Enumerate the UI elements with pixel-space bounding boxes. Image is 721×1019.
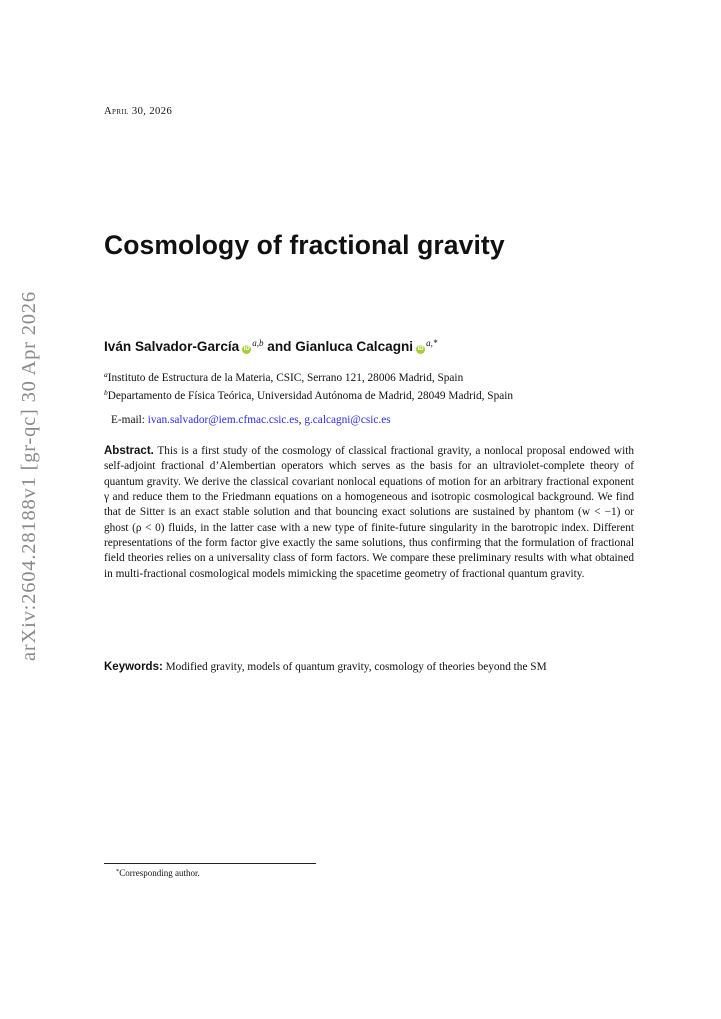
paper-title: Cosmology of fractional gravity <box>104 230 505 260</box>
affiliation-text: Departamento de Física Teórica, Universidad Autónoma de Madrid, 28049 Madrid, Spain <box>107 390 514 402</box>
affiliation <box>104 388 513 402</box>
email-link[interactable]: ivan.salvador@iem.cfmac.csic.es <box>147 414 299 426</box>
abstract-text: This is a first study of the cosmology of classical fractional gravity, a nonlocal proposal endowed with self-adjoint fractional d’Alembertian operators which serves as the basis for an ultraviolet-complete theory of quantum gravity. We derive the classical covariant nonlocal equations of motion for an arbitrary fractional exponent γ and reduce them to the Friedmann equations on a homogeneous and isotropic cosmological background. We find that de Sitter is an exact stable solution and that bouncing exact solutions are sustained by phantom (w < −1) or ghost (ρ < 0) fluids, in the latter case with a new type of finite-future singularity in the barotropic index. Different representations of the form factor give exactly the same solutions, thus confirming that the formulation of fractional field theories relies on a universality class of form factors. We compare these preliminary results with what obtained in multi-fractional cosmological models mimicking the spacetime geometry of fractional quantum gravity. <box>104 445 635 580</box>
affiliation <box>104 370 463 384</box>
abstract <box>104 444 634 582</box>
arxiv-identifier: arXiv:2604.28188v1 [gr-qc] 30 Apr 2026 <box>18 291 40 661</box>
email-line <box>111 414 391 426</box>
orcid-icon[interactable]: iD <box>243 346 250 352</box>
author-affiliation-mark: a,b <box>252 338 264 348</box>
author-list <box>104 338 437 354</box>
keywords-label: Keywords: <box>104 661 163 673</box>
footnote-mark: * <box>116 868 120 875</box>
affiliation-mark: a <box>104 370 108 379</box>
email-link[interactable]: g.calcagni@csic.es <box>304 414 391 426</box>
orcid-icon[interactable]: iD <box>417 346 424 352</box>
abstract-label: Abstract. <box>104 445 154 457</box>
author-name: Gianluca Calcagni <box>295 339 414 354</box>
affiliation-mark: b <box>104 388 108 397</box>
footnote-rule <box>104 863 316 864</box>
email-label: E-mail: <box>111 414 145 426</box>
author-affiliation-mark: a,* <box>426 338 438 348</box>
footnote-text: Corresponding author. <box>119 868 200 878</box>
author-joiner: and <box>267 339 292 354</box>
keywords <box>104 660 634 675</box>
footnote <box>116 868 200 878</box>
email-separator: , <box>298 414 302 426</box>
author-name: Iván Salvador-García <box>104 339 240 354</box>
affiliation-text: Instituto de Estructura de la Materia, CSIC, Serrano 121, 28006 Madrid, Spain <box>107 372 464 384</box>
paper-date: April 30, 2026 <box>104 106 173 117</box>
keywords-text: Modified gravity, models of quantum gravity, cosmology of theories beyond the SM <box>165 661 547 673</box>
